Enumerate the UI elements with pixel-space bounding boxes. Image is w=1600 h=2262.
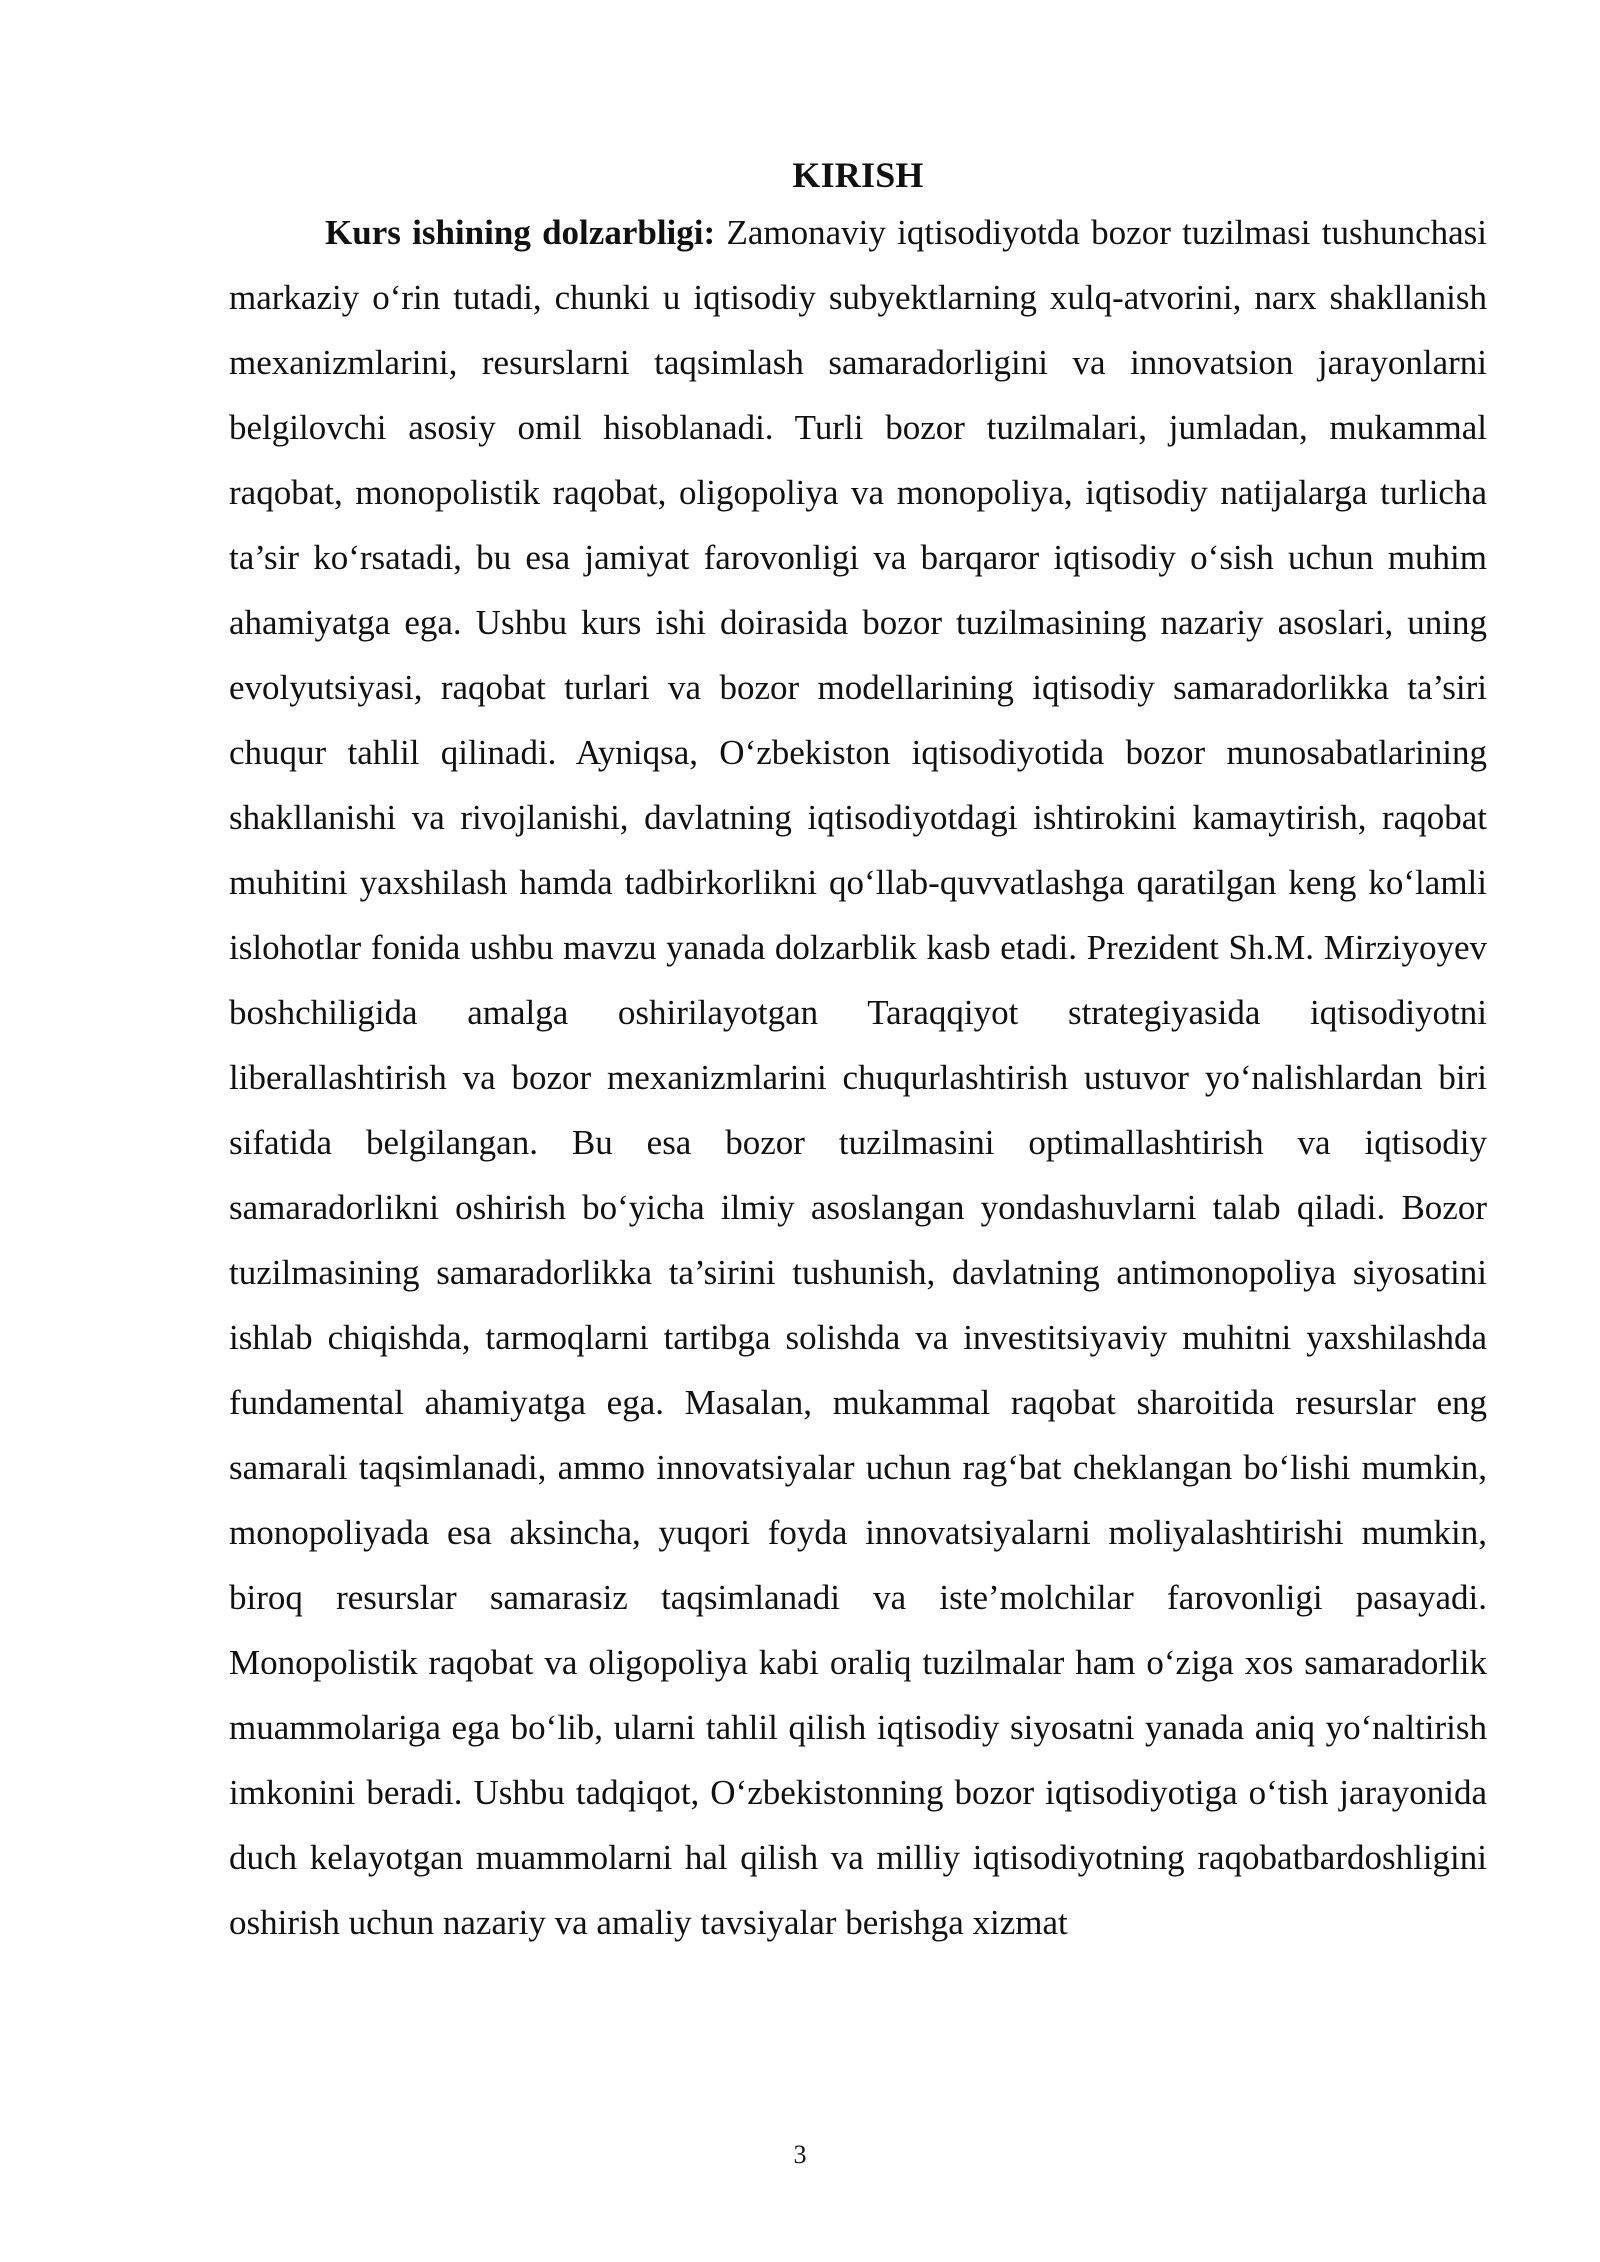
page-number: 3: [793, 2140, 807, 2169]
lead-label: Kurs ishining dolzarbligi:: [325, 213, 716, 252]
paragraph-text: Zamonaviy iqtisodiyotda bozor tuzilmasi tushunchasi markaziy oʻrin tutadi, chunki u iqtisodiy subyektlarning xulq-atvorini, narx shakllanish mexanizmlarini, resurslarni taqsimlash samaradorligini va innovatsion jarayonlarni belgilovchi asosiy omil hisoblanadi. Turli bozor tuzilmalari, jumladan, mukammal raqobat, monopolistik raqobat, oligopoliya va monopoliya, iqtisodiy natijalarga turlicha ta’sir koʻrsatadi, bu esa jamiyat farovonligi va barqaror iqtisodiy oʻsish uchun muhim ahamiyatga ega. Ushbu kurs ishi doirasida bozor tuzilmasining nazariy asoslari, uning evolyutsiyasi, raqobat turlari va bozor modellarining iqtisodiy samaradorlikka ta’siri chuqur tahlil qilinadi. Ayniqsa, Oʻzbekiston iqtisodiyotida bozor munosabatlarining shakllanishi va rivojlanishi, davlatning iqtisodiyotdagi ishtirokini kamaytirish, raqobat muhitini yaxshilash hamda tadbirkorlikni qoʻllab-quvvatlashga qaratilgan keng koʻlamli islohotlar fonida ushbu mavzu yanada dolzarblik kasb etadi. Prezident Sh.M. Mirziyoyev boshchiligida amalga oshirilayotgan Taraqqiyot strategiyasida iqtisodiyotni liberallashtirish va bozor mexanizmlarini chuqurlashtirish ustuvor yoʻnalishlardan biri sifatida belgilangan. Bu esa bozor tuzilmasini optimallashtirish va iqtisodiy samaradorlikni oshirish boʻyicha ilmiy asoslangan yondashuvlarni talab qiladi. Bozor tuzilmasining samaradorlikka ta’sirini tushunish, davlatning antimonopoliya siyosatini ishlab chiqishda, tarmoqlarni tartibga solishda va investitsiyaviy muhitni yaxshilashda fundamental ahamiyatga ega. Masalan, mukammal raqobat sharoitida resurslar eng samarali taqsimlanadi, ammo innovatsiyalar uchun ragʻbat cheklangan boʻlishi mumkin, monopoliyada esa aksincha, yuqori foyda innovatsiyalarni moliyalashtirishi mumkin, biroq resurslar samarasiz taqsimlanadi va iste’molchilar farovonligi pasayadi. Monopolistik raqobat va oligopoliya kabi oraliq tuzilmalar ham oʻziga xos samaradorlik muammolariga ega boʻlib, ularni tahlil qilish iqtisodiy siyosatni yanada aniq yoʻnaltirish imkonini beradi. Ushbu tadqiqot, Oʻzbekistonning bozor iqtisodiyotiga oʻtish jarayonida duch kelayotgan muammolarni hal qilish va milliy iqtisodiyotning raqobatbardoshligini oshirish uchun nazariy va amaliy tavsiyalar berishga xizmat: [229, 213, 1487, 1942]
section-title: KIRISH: [792, 155, 924, 195]
body-paragraph: [229, 200, 1487, 1955]
page-content: [229, 150, 1487, 1955]
